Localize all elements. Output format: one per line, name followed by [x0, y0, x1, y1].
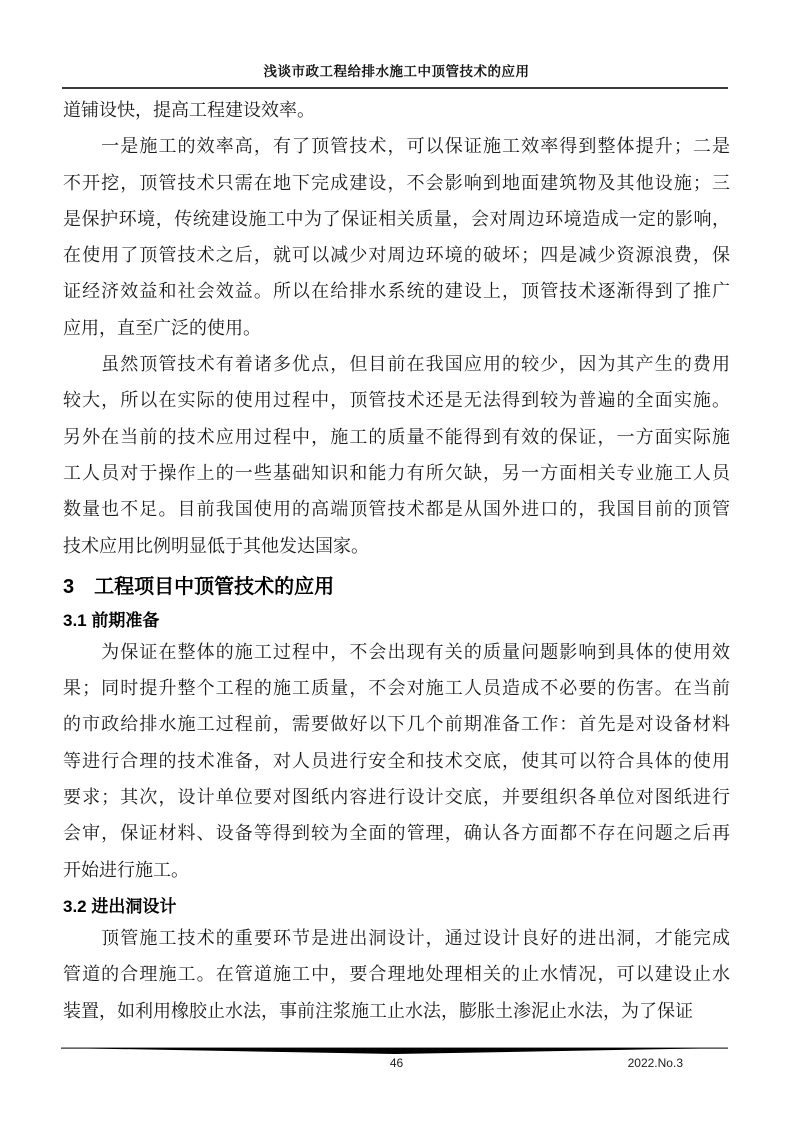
paragraph-line: 另外在当前的技术应用过程中，施工的质量不能得到有效的保证，一方面实际施	[63, 426, 730, 447]
paragraph	[63, 92, 730, 128]
document-body	[63, 92, 730, 1029]
paragraph-line: 是保护环境，传统建设施工中为了保证相关质量，会对周边环境造成一定的影响，	[63, 208, 730, 229]
paragraph-line: 装置，如利用橡胶止水法，事前注浆施工止水法，膨胀土渗泥止水法，为了保证	[63, 1000, 693, 1021]
paragraph-line: 要求；其次，设计单位要对图纸内容进行设计交底，并要组织各单位对图纸进行	[63, 787, 730, 808]
paragraph-line: 管道的合理施工。在管道施工中，要合理地处理相关的止水情况，可以建设止水	[63, 964, 730, 985]
paragraph	[63, 920, 730, 1029]
issue-label: 2022.No.3	[627, 1056, 683, 1070]
paragraph-line: 工人员对于操作上的一些基础知识和能力有所欠缺，另一方面相关专业施工人员	[63, 462, 730, 483]
paragraph-line: 开始进行施工。	[63, 859, 189, 880]
paragraph-line: 为保证在整体的施工过程中，不会出现有关的质量问题影响到具体的使用效	[63, 641, 730, 662]
section-heading: 3 工程项目中顶管技术的应用	[63, 575, 335, 598]
subsection-heading: 3.2 进出洞设计	[63, 896, 177, 916]
page-footer	[63, 1056, 730, 1074]
paragraph-line: 等进行合理的技术准备，对人员进行安全和技术交底，使其可以符合具体的使用	[63, 750, 730, 771]
subsection-heading: 3.1 前期准备	[63, 610, 160, 630]
paragraph-line: 会审，保证材料、设备等得到较为全面的管理，确认各方面都不存在问题之后再	[63, 823, 730, 844]
paragraph-line: 果；同时提升整个工程的施工质量，不会对施工人员造成不必要的伤害。在当前	[63, 678, 730, 699]
paragraph	[63, 346, 730, 564]
paragraph-line: 虽然顶管技术有着诸多优点，但目前在我国应用的较少，因为其产生的费用	[63, 354, 730, 375]
footer-rule-bar	[61, 1047, 728, 1055]
page-number: 46	[389, 1056, 404, 1070]
paragraph	[63, 128, 730, 346]
running-head-title: 浅谈市政工程给排水施工中顶管技术的应用	[263, 64, 530, 79]
paragraph-line: 较大，所以在实际的使用过程中，顶管技术还是无法得到较为普遍的全面实施。	[63, 390, 730, 411]
paragraph	[63, 634, 730, 888]
paragraph-line: 技术应用比例明显低于其他发达国家。	[63, 535, 369, 556]
paragraph-line: 的市政给排水施工过程前，需要做好以下几个前期准备工作：首先是对设备材料	[63, 714, 730, 735]
paragraph-line: 应用，直至广泛的使用。	[63, 317, 261, 338]
header-rule	[62, 87, 728, 89]
paragraph-line: 道铺设快，提高工程建设效率。	[63, 100, 315, 120]
paragraph-line: 数量也不足。目前我国使用的高端顶管技术都是从国外进口的，我国目前的顶管	[63, 499, 730, 520]
paragraph-line: 证经济效益和社会效益。所以在给排水系统的建设上，顶管技术逐渐得到了推广	[63, 281, 730, 302]
paragraph-line: 不开挖，顶管技术只需在地下完成建设，不会影响到地面建筑物及其他设施；三	[63, 172, 730, 193]
paragraph-line: 一是施工的效率高，有了顶管技术，可以保证施工效率得到整体提升；二是	[63, 136, 730, 157]
paragraph-line: 顶管施工技术的重要环节是进出洞设计，通过设计良好的进出洞，才能完成	[63, 927, 730, 948]
paragraph-line: 在使用了顶管技术之后，就可以减少对周边环境的破坏；四是减少资源浪费，保	[63, 245, 730, 266]
